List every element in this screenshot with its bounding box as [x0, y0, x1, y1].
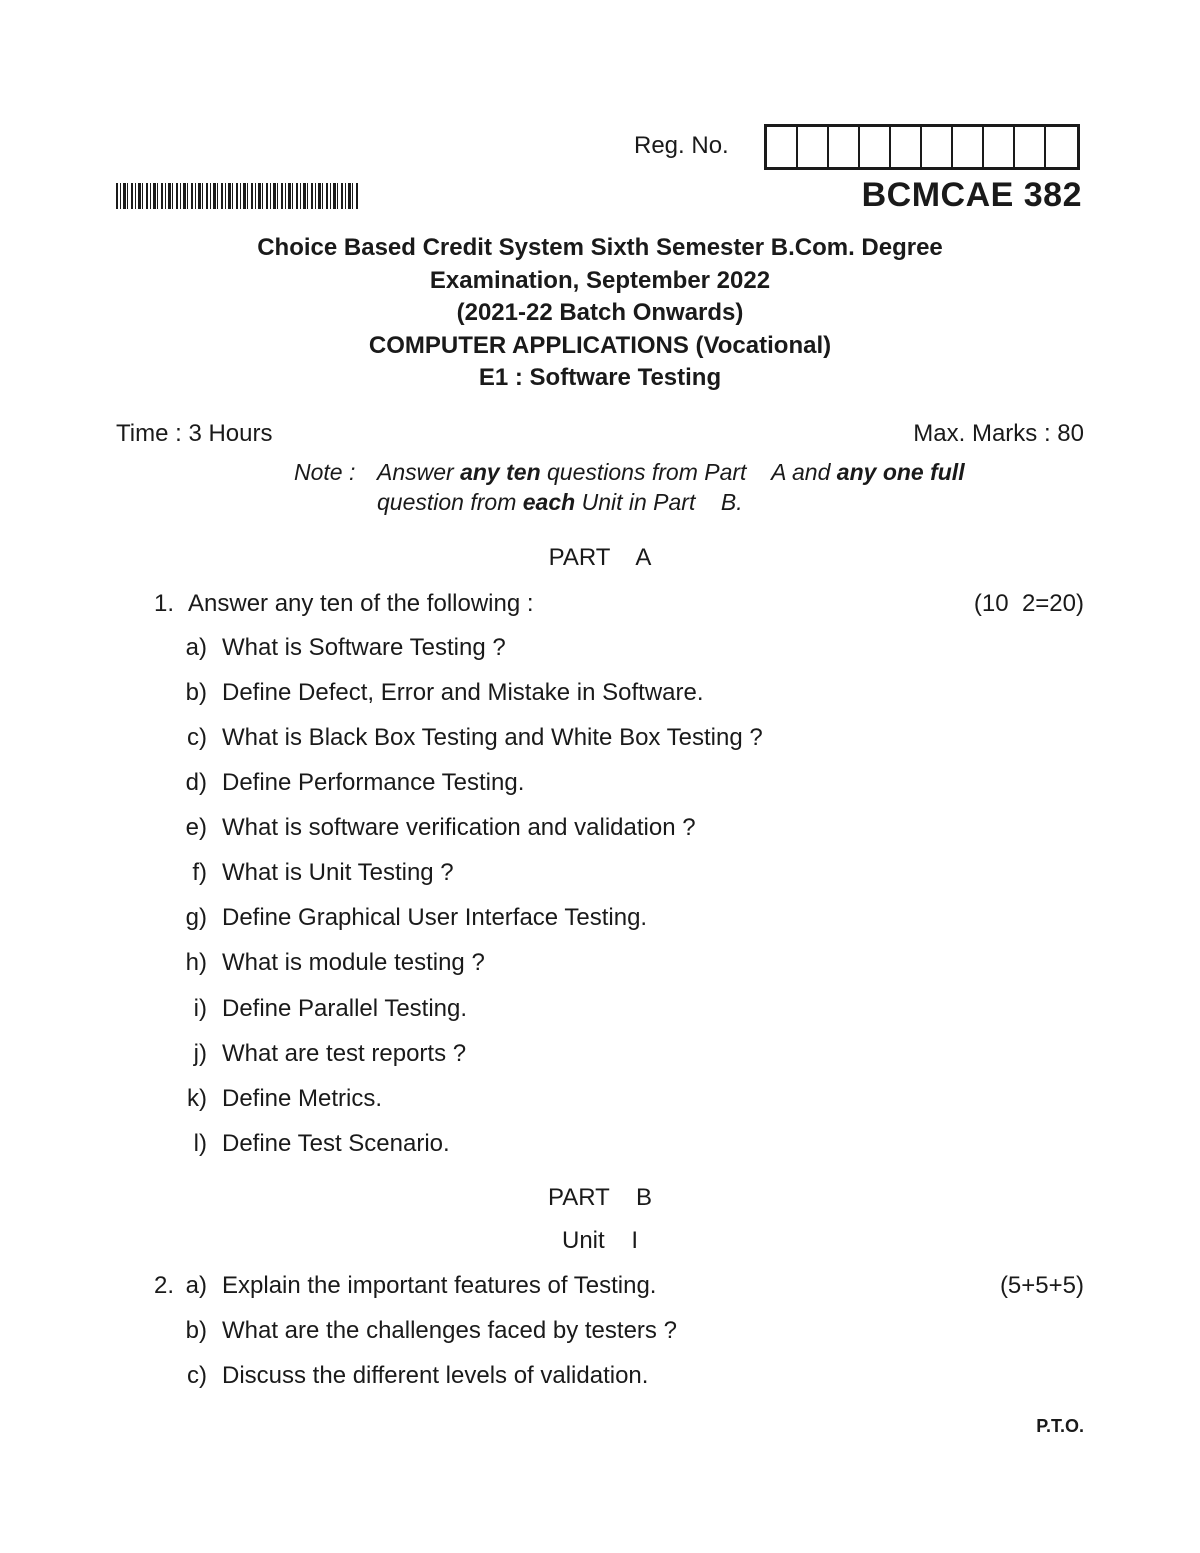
barcode	[116, 183, 360, 209]
reg-no-box	[829, 127, 860, 167]
item-letter: b)	[185, 679, 207, 706]
question-marks: (10 2=20)	[973, 590, 1084, 617]
item-text: Discuss the different levels of validation.	[222, 1362, 649, 1389]
part-b-heading: PART B	[547, 1184, 653, 1211]
item-letter: h)	[185, 949, 207, 976]
paper-code: BCMCAE 382	[861, 176, 1082, 214]
item-letter: g)	[185, 904, 207, 931]
item-text: What is Unit Testing ?	[222, 859, 454, 886]
item-letter: a)	[185, 634, 207, 661]
item-letter: c)	[187, 1362, 207, 1389]
item-letter: l)	[193, 1130, 207, 1157]
note-emphasis: each	[522, 489, 576, 515]
note-line-2	[377, 489, 743, 516]
question-number: 1.	[154, 590, 175, 617]
item-text: Explain the important features of Testing.	[222, 1272, 657, 1299]
exam-title-line: E1 : Software Testing	[478, 364, 722, 391]
note-text: Answer	[377, 459, 461, 485]
question-number: 2.	[154, 1272, 175, 1299]
note-emphasis: any one full	[836, 459, 965, 485]
reg-no-box	[1046, 127, 1077, 167]
item-text: Define Graphical User Interface Testing.	[222, 904, 648, 931]
reg-no-box	[984, 127, 1015, 167]
reg-no-box	[1015, 127, 1046, 167]
item-letter: a)	[185, 1272, 207, 1299]
item-text: Define Test Scenario.	[222, 1130, 450, 1157]
note-text: question from	[377, 489, 523, 515]
reg-no-box	[860, 127, 891, 167]
item-text: What is software verification and validation ?	[222, 814, 696, 841]
item-letter: f)	[192, 859, 207, 886]
note-text: questions from Part A and	[540, 459, 837, 485]
item-text: Define Performance Testing.	[222, 769, 525, 796]
unit-heading: Unit I	[561, 1227, 639, 1254]
item-text: Define Defect, Error and Mistake in Software.	[222, 679, 704, 706]
reg-no-box	[767, 127, 798, 167]
item-text: What are test reports ?	[222, 1040, 467, 1067]
reg-no-box	[891, 127, 922, 167]
note-line-1	[377, 459, 965, 486]
exam-title-line: COMPUTER APPLICATIONS (Vocational)	[368, 331, 832, 359]
part-a-heading: PART A	[548, 544, 652, 571]
max-marks: Max. Marks : 80	[913, 420, 1084, 447]
exam-time: Time : 3 Hours	[116, 420, 273, 447]
item-text: What is module testing ?	[222, 949, 485, 976]
item-letter: j)	[193, 1040, 207, 1067]
reg-no-box	[798, 127, 829, 167]
exam-title-line: Examination, September 2022	[429, 266, 771, 294]
item-letter: i)	[193, 995, 207, 1022]
item-letter: c)	[187, 724, 207, 751]
reg-no-boxes	[764, 124, 1080, 170]
exam-title-line: (2021-22 Batch Onwards)	[456, 299, 744, 326]
note-emphasis: any ten	[460, 459, 541, 485]
pto-footer: P.T.O.	[1036, 1416, 1084, 1436]
item-letter: e)	[185, 814, 207, 841]
question-text: Answer any ten of the following :	[188, 590, 534, 617]
reg-no-box	[922, 127, 953, 167]
reg-no-label: Reg. No.	[634, 132, 729, 159]
item-letter: b)	[185, 1317, 207, 1344]
item-text: What are the challenges faced by testers ?	[222, 1317, 677, 1344]
item-letter: d)	[185, 769, 207, 796]
item-text: What is Black Box Testing and White Box Testing ?	[222, 724, 763, 751]
exam-title-block	[0, 232, 1200, 395]
exam-title-line: Choice Based Credit System Sixth Semester B.Com. Degree	[257, 234, 943, 261]
item-text: What is Software Testing ?	[222, 634, 506, 661]
reg-no-box	[953, 127, 984, 167]
note-text: Unit in Part B.	[575, 489, 743, 515]
item-letter: k)	[187, 1085, 207, 1112]
item-text: Define Metrics.	[222, 1085, 383, 1112]
question-marks: (5+5+5)	[999, 1272, 1084, 1299]
note-label: Note :	[294, 459, 356, 485]
item-text: Define Parallel Testing.	[222, 995, 468, 1022]
